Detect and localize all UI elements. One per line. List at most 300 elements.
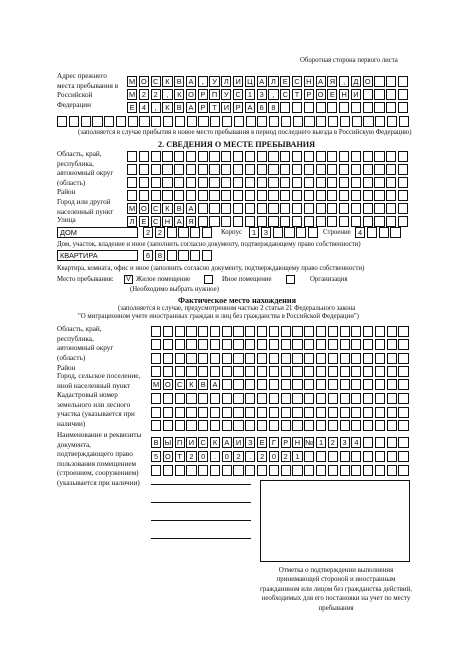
char-cell[interactable]	[316, 116, 326, 127]
char-cell[interactable]	[351, 102, 361, 113]
char-cell[interactable]	[163, 393, 173, 404]
char-cell[interactable]: В	[174, 102, 184, 113]
char-cell[interactable]	[292, 151, 302, 162]
char-cell[interactable]	[328, 116, 338, 127]
char-cell[interactable]	[187, 116, 197, 127]
char-cell[interactable]	[363, 216, 373, 227]
char-cell[interactable]	[245, 379, 255, 390]
char-cell[interactable]: К	[174, 89, 184, 100]
char-cell[interactable]: Р	[281, 437, 291, 448]
char-cell[interactable]	[139, 151, 149, 162]
char-cell[interactable]	[339, 216, 349, 227]
char-cell[interactable]: А	[316, 76, 326, 87]
char-cell[interactable]	[398, 353, 408, 364]
char-cell[interactable]	[221, 190, 231, 201]
char-cell[interactable]	[269, 407, 279, 418]
char-cell[interactable]	[399, 116, 409, 127]
char-cell[interactable]	[163, 339, 173, 350]
char-cell[interactable]	[374, 190, 384, 201]
char-cell[interactable]	[257, 379, 267, 390]
char-cell[interactable]	[162, 177, 172, 188]
char-cell[interactable]: 3	[257, 89, 267, 100]
char-cell[interactable]	[139, 177, 149, 188]
char-cell[interactable]: О	[139, 76, 149, 87]
char-cell[interactable]	[387, 353, 397, 364]
char-cell[interactable]	[104, 116, 114, 127]
char-cell[interactable]	[234, 116, 244, 127]
char-cell[interactable]	[340, 420, 350, 431]
char-cell[interactable]	[363, 151, 373, 162]
char-cell[interactable]	[245, 420, 255, 431]
char-cell[interactable]	[245, 177, 255, 188]
char-cell[interactable]	[351, 379, 361, 390]
char-cell[interactable]: А	[174, 216, 184, 227]
char-cell[interactable]	[316, 102, 326, 113]
other-premises-checkbox[interactable]	[204, 275, 213, 284]
char-cell[interactable]: Т	[175, 451, 185, 462]
char-cell[interactable]	[257, 353, 267, 364]
char-cell[interactable]	[316, 216, 326, 227]
char-cell[interactable]	[245, 465, 255, 476]
char-cell[interactable]: Ы	[164, 438, 172, 447]
char-cell[interactable]	[186, 339, 196, 350]
char-cell[interactable]: 2	[257, 451, 267, 462]
char-cell[interactable]	[375, 407, 385, 418]
char-cell[interactable]	[398, 190, 408, 201]
char-cell[interactable]	[127, 177, 137, 188]
char-cell[interactable]	[163, 420, 173, 431]
char-cell[interactable]	[304, 164, 314, 175]
char-cell[interactable]	[257, 326, 267, 337]
char-cell[interactable]	[162, 151, 172, 162]
char-cell[interactable]	[139, 116, 149, 127]
char-cell[interactable]	[198, 407, 208, 418]
char-cell[interactable]: ,	[198, 76, 208, 87]
char-cell[interactable]	[167, 227, 177, 238]
char-cell[interactable]	[269, 366, 279, 377]
char-cell[interactable]	[328, 393, 338, 404]
char-cell[interactable]	[222, 326, 232, 337]
char-cell[interactable]	[363, 407, 373, 418]
char-cell[interactable]	[281, 366, 291, 377]
char-cell[interactable]	[292, 353, 302, 364]
char-cell[interactable]	[351, 366, 361, 377]
char-cell[interactable]	[268, 164, 278, 175]
char-cell[interactable]	[233, 339, 243, 350]
char-cell[interactable]: Т	[209, 102, 219, 113]
char-cell[interactable]	[316, 407, 326, 418]
char-cell[interactable]	[69, 116, 79, 127]
char-cell[interactable]	[398, 76, 408, 87]
char-cell[interactable]	[374, 151, 384, 162]
char-cell[interactable]	[304, 203, 314, 214]
char-cell[interactable]	[327, 216, 337, 227]
char-cell[interactable]	[257, 203, 267, 214]
char-cell[interactable]	[245, 326, 255, 337]
char-cell[interactable]	[280, 102, 290, 113]
char-cell[interactable]	[363, 164, 373, 175]
char-cell[interactable]	[175, 116, 185, 127]
char-cell[interactable]: Д	[351, 76, 361, 87]
char-cell[interactable]	[316, 203, 326, 214]
char-cell[interactable]	[292, 164, 302, 175]
char-cell[interactable]	[151, 339, 161, 350]
char-cell[interactable]: 2	[155, 227, 165, 238]
char-cell[interactable]: О	[186, 89, 196, 100]
char-cell[interactable]	[257, 393, 267, 404]
char-cell[interactable]	[245, 353, 255, 364]
char-cell[interactable]	[198, 339, 208, 350]
char-cell[interactable]: Е	[327, 89, 337, 100]
char-cell[interactable]	[222, 393, 232, 404]
char-cell[interactable]	[340, 379, 350, 390]
char-cell[interactable]	[233, 420, 243, 431]
char-cell[interactable]	[339, 151, 349, 162]
char-cell[interactable]	[209, 190, 219, 201]
char-cell[interactable]: Р	[198, 102, 208, 113]
char-cell[interactable]	[316, 151, 326, 162]
char-cell[interactable]	[268, 203, 278, 214]
char-cell[interactable]	[292, 102, 302, 113]
char-cell[interactable]	[162, 190, 172, 201]
char-cell[interactable]: Р	[198, 89, 208, 100]
char-cell[interactable]	[284, 227, 294, 238]
char-cell[interactable]: С	[151, 76, 161, 87]
char-cell[interactable]	[233, 353, 243, 364]
char-cell[interactable]	[316, 190, 326, 201]
char-cell[interactable]	[398, 393, 408, 404]
char-cell[interactable]	[363, 366, 373, 377]
char-cell[interactable]	[398, 465, 408, 476]
char-cell[interactable]: И	[351, 89, 361, 100]
char-cell[interactable]: К	[162, 102, 172, 113]
char-cell[interactable]	[280, 190, 290, 201]
char-cell[interactable]	[281, 326, 291, 337]
char-cell[interactable]	[190, 227, 200, 238]
char-cell[interactable]: 6	[257, 102, 267, 113]
char-cell[interactable]	[163, 116, 173, 127]
char-cell[interactable]: А	[210, 379, 220, 390]
char-cell[interactable]	[280, 177, 290, 188]
char-cell[interactable]: В	[198, 379, 208, 390]
char-cell[interactable]	[316, 177, 326, 188]
char-cell[interactable]	[398, 339, 408, 350]
char-cell[interactable]	[151, 366, 161, 377]
char-cell[interactable]	[375, 326, 385, 337]
char-cell[interactable]	[151, 353, 161, 364]
char-cell[interactable]	[210, 393, 220, 404]
char-cell[interactable]	[386, 164, 396, 175]
char-cell[interactable]: М	[127, 203, 137, 214]
char-cell[interactable]: О	[316, 89, 326, 100]
char-cell[interactable]	[292, 203, 302, 214]
char-cell[interactable]	[387, 366, 397, 377]
char-cell[interactable]	[245, 203, 255, 214]
char-cell[interactable]	[304, 393, 314, 404]
char-cell[interactable]	[198, 353, 208, 364]
char-cell[interactable]	[233, 393, 243, 404]
char-cell[interactable]	[304, 465, 314, 476]
char-cell[interactable]	[363, 437, 373, 448]
char-cell[interactable]: 0	[269, 451, 279, 462]
char-cell[interactable]: 1	[249, 227, 259, 238]
char-cell[interactable]	[339, 190, 349, 201]
char-cell[interactable]: 4	[139, 102, 149, 113]
char-cell[interactable]	[268, 190, 278, 201]
char-cell[interactable]	[292, 465, 302, 476]
char-cell[interactable]	[246, 116, 256, 127]
char-cell[interactable]: 8	[268, 102, 278, 113]
char-cell[interactable]	[374, 89, 384, 100]
char-cell[interactable]	[390, 227, 400, 238]
char-cell[interactable]	[186, 393, 196, 404]
char-cell[interactable]	[174, 177, 184, 188]
char-cell[interactable]	[386, 89, 396, 100]
char-cell[interactable]	[296, 227, 306, 238]
char-cell[interactable]	[186, 366, 196, 377]
char-cell[interactable]	[351, 353, 361, 364]
char-cell[interactable]	[352, 116, 362, 127]
char-cell[interactable]: У	[209, 76, 219, 87]
char-cell[interactable]	[374, 76, 384, 87]
char-cell[interactable]	[351, 151, 361, 162]
char-cell[interactable]	[292, 216, 302, 227]
char-cell[interactable]: М	[127, 76, 137, 87]
char-cell[interactable]	[340, 116, 350, 127]
char-cell[interactable]	[198, 393, 208, 404]
char-cell[interactable]	[175, 366, 185, 377]
char-cell[interactable]	[375, 116, 385, 127]
char-cell[interactable]	[245, 216, 255, 227]
char-cell[interactable]	[340, 366, 350, 377]
char-cell[interactable]: .	[245, 451, 255, 462]
char-cell[interactable]: З	[245, 437, 255, 448]
char-cell[interactable]	[292, 393, 302, 404]
char-cell[interactable]	[178, 250, 188, 261]
char-cell[interactable]	[269, 116, 279, 127]
char-cell[interactable]	[351, 393, 361, 404]
char-cell[interactable]	[363, 420, 373, 431]
char-cell[interactable]	[363, 203, 373, 214]
char-cell[interactable]	[245, 190, 255, 201]
char-cell[interactable]: ,	[268, 89, 278, 100]
char-cell[interactable]	[304, 420, 314, 431]
char-cell[interactable]	[328, 465, 338, 476]
char-cell[interactable]: А	[257, 76, 267, 87]
char-cell[interactable]: М	[127, 89, 137, 100]
char-cell[interactable]	[351, 190, 361, 201]
residential-checkbox[interactable]: V	[124, 275, 133, 284]
char-cell[interactable]	[210, 326, 220, 337]
char-cell[interactable]	[363, 451, 373, 462]
char-cell[interactable]: В	[174, 203, 184, 214]
char-cell[interactable]	[198, 116, 208, 127]
char-cell[interactable]: 2	[233, 451, 243, 462]
char-cell[interactable]	[257, 177, 267, 188]
char-cell[interactable]	[316, 326, 326, 337]
char-cell[interactable]	[127, 190, 137, 201]
char-cell[interactable]	[210, 366, 220, 377]
char-cell[interactable]	[374, 102, 384, 113]
char-cell[interactable]	[257, 465, 267, 476]
char-cell[interactable]	[387, 420, 397, 431]
char-cell[interactable]	[398, 216, 408, 227]
char-cell[interactable]: В	[174, 76, 184, 87]
char-cell[interactable]	[151, 420, 161, 431]
char-cell[interactable]	[151, 190, 161, 201]
char-cell[interactable]	[328, 339, 338, 350]
char-cell[interactable]	[163, 326, 173, 337]
char-cell[interactable]	[374, 164, 384, 175]
char-cell[interactable]	[328, 451, 338, 462]
char-cell[interactable]	[257, 190, 267, 201]
organization-checkbox[interactable]	[286, 275, 295, 284]
char-cell[interactable]	[269, 465, 279, 476]
char-cell[interactable]	[386, 76, 396, 87]
char-cell[interactable]	[186, 353, 196, 364]
char-cell[interactable]	[163, 465, 173, 476]
char-cell[interactable]	[339, 102, 349, 113]
char-cell[interactable]: Е	[139, 216, 149, 227]
char-cell[interactable]	[327, 151, 337, 162]
char-cell[interactable]	[374, 216, 384, 227]
char-cell[interactable]	[340, 326, 350, 337]
char-cell[interactable]	[209, 203, 219, 214]
char-cell[interactable]	[186, 177, 196, 188]
char-cell[interactable]: А	[186, 76, 196, 87]
char-cell[interactable]	[269, 339, 279, 350]
char-cell[interactable]	[210, 407, 220, 418]
char-cell[interactable]	[198, 326, 208, 337]
char-cell[interactable]	[375, 465, 385, 476]
char-cell[interactable]	[280, 151, 290, 162]
char-cell[interactable]	[328, 420, 338, 431]
char-cell[interactable]	[375, 366, 385, 377]
char-cell[interactable]: 2	[186, 451, 196, 462]
char-cell[interactable]	[351, 339, 361, 350]
char-cell[interactable]	[374, 177, 384, 188]
char-cell[interactable]	[174, 151, 184, 162]
char-cell[interactable]	[190, 250, 200, 261]
char-cell[interactable]	[387, 393, 397, 404]
char-cell[interactable]	[304, 190, 314, 201]
char-cell[interactable]	[375, 379, 385, 390]
char-cell[interactable]: Е	[257, 437, 267, 448]
char-cell[interactable]: В	[151, 437, 161, 448]
char-cell[interactable]	[363, 89, 373, 100]
char-cell[interactable]	[257, 216, 267, 227]
char-cell[interactable]: Л	[268, 76, 278, 87]
char-cell[interactable]	[151, 407, 161, 418]
char-cell[interactable]: 2	[281, 451, 291, 462]
char-cell[interactable]	[163, 366, 173, 377]
char-cell[interactable]: ,	[151, 102, 161, 113]
char-cell[interactable]: У	[221, 89, 231, 100]
char-cell[interactable]	[186, 326, 196, 337]
char-cell[interactable]	[327, 177, 337, 188]
char-cell[interactable]	[304, 326, 314, 337]
char-cell[interactable]	[328, 407, 338, 418]
char-cell[interactable]: №	[305, 438, 314, 447]
char-cell[interactable]: А	[186, 203, 196, 214]
char-cell[interactable]	[175, 393, 185, 404]
char-cell[interactable]	[151, 151, 161, 162]
char-cell[interactable]	[209, 177, 219, 188]
char-cell[interactable]	[398, 164, 408, 175]
char-cell[interactable]	[363, 379, 373, 390]
char-cell[interactable]	[139, 190, 149, 201]
char-cell[interactable]: 3	[261, 227, 271, 238]
char-cell[interactable]: О	[139, 203, 149, 214]
char-cell[interactable]	[269, 353, 279, 364]
char-cell[interactable]	[222, 116, 232, 127]
char-cell[interactable]	[367, 227, 377, 238]
char-cell[interactable]	[340, 407, 350, 418]
char-cell[interactable]: А	[186, 102, 196, 113]
char-cell[interactable]: С	[151, 216, 161, 227]
char-cell[interactable]	[233, 366, 243, 377]
char-cell[interactable]	[292, 339, 302, 350]
char-cell[interactable]	[257, 366, 267, 377]
char-cell[interactable]	[363, 353, 373, 364]
char-cell[interactable]	[221, 177, 231, 188]
char-cell[interactable]	[209, 216, 219, 227]
char-cell[interactable]: 3	[340, 437, 350, 448]
char-cell[interactable]	[257, 339, 267, 350]
char-cell[interactable]	[398, 102, 408, 113]
char-cell[interactable]: Р	[233, 102, 243, 113]
char-cell[interactable]	[281, 379, 291, 390]
char-cell[interactable]	[327, 190, 337, 201]
char-cell[interactable]	[316, 339, 326, 350]
char-cell[interactable]: И	[221, 102, 231, 113]
char-cell[interactable]	[316, 366, 326, 377]
char-cell[interactable]	[304, 116, 314, 127]
char-cell[interactable]	[209, 164, 219, 175]
char-cell[interactable]	[398, 151, 408, 162]
char-cell[interactable]	[328, 366, 338, 377]
char-cell[interactable]	[245, 393, 255, 404]
char-cell[interactable]	[257, 407, 267, 418]
char-cell[interactable]: О	[363, 76, 373, 87]
char-cell[interactable]: 6	[143, 250, 153, 261]
char-cell[interactable]: 8	[155, 250, 165, 261]
char-cell[interactable]	[339, 177, 349, 188]
char-cell[interactable]	[281, 116, 291, 127]
char-cell[interactable]	[339, 164, 349, 175]
char-cell[interactable]	[387, 437, 397, 448]
char-cell[interactable]	[198, 216, 208, 227]
char-cell[interactable]: Н	[292, 437, 302, 448]
char-cell[interactable]: Л	[221, 76, 231, 87]
char-cell[interactable]: 2	[143, 227, 153, 238]
char-cell[interactable]	[351, 326, 361, 337]
char-cell[interactable]: 0	[222, 451, 232, 462]
char-cell[interactable]	[351, 164, 361, 175]
char-cell[interactable]	[328, 326, 338, 337]
char-cell[interactable]: С	[280, 89, 290, 100]
char-cell[interactable]	[175, 339, 185, 350]
char-cell[interactable]	[222, 420, 232, 431]
char-cell[interactable]: 0	[198, 451, 208, 462]
char-cell[interactable]	[398, 437, 408, 448]
char-cell[interactable]: 2	[151, 89, 161, 100]
char-cell[interactable]	[363, 393, 373, 404]
char-cell[interactable]	[198, 177, 208, 188]
char-cell[interactable]	[386, 216, 396, 227]
char-cell[interactable]	[304, 366, 314, 377]
char-cell[interactable]	[233, 164, 243, 175]
